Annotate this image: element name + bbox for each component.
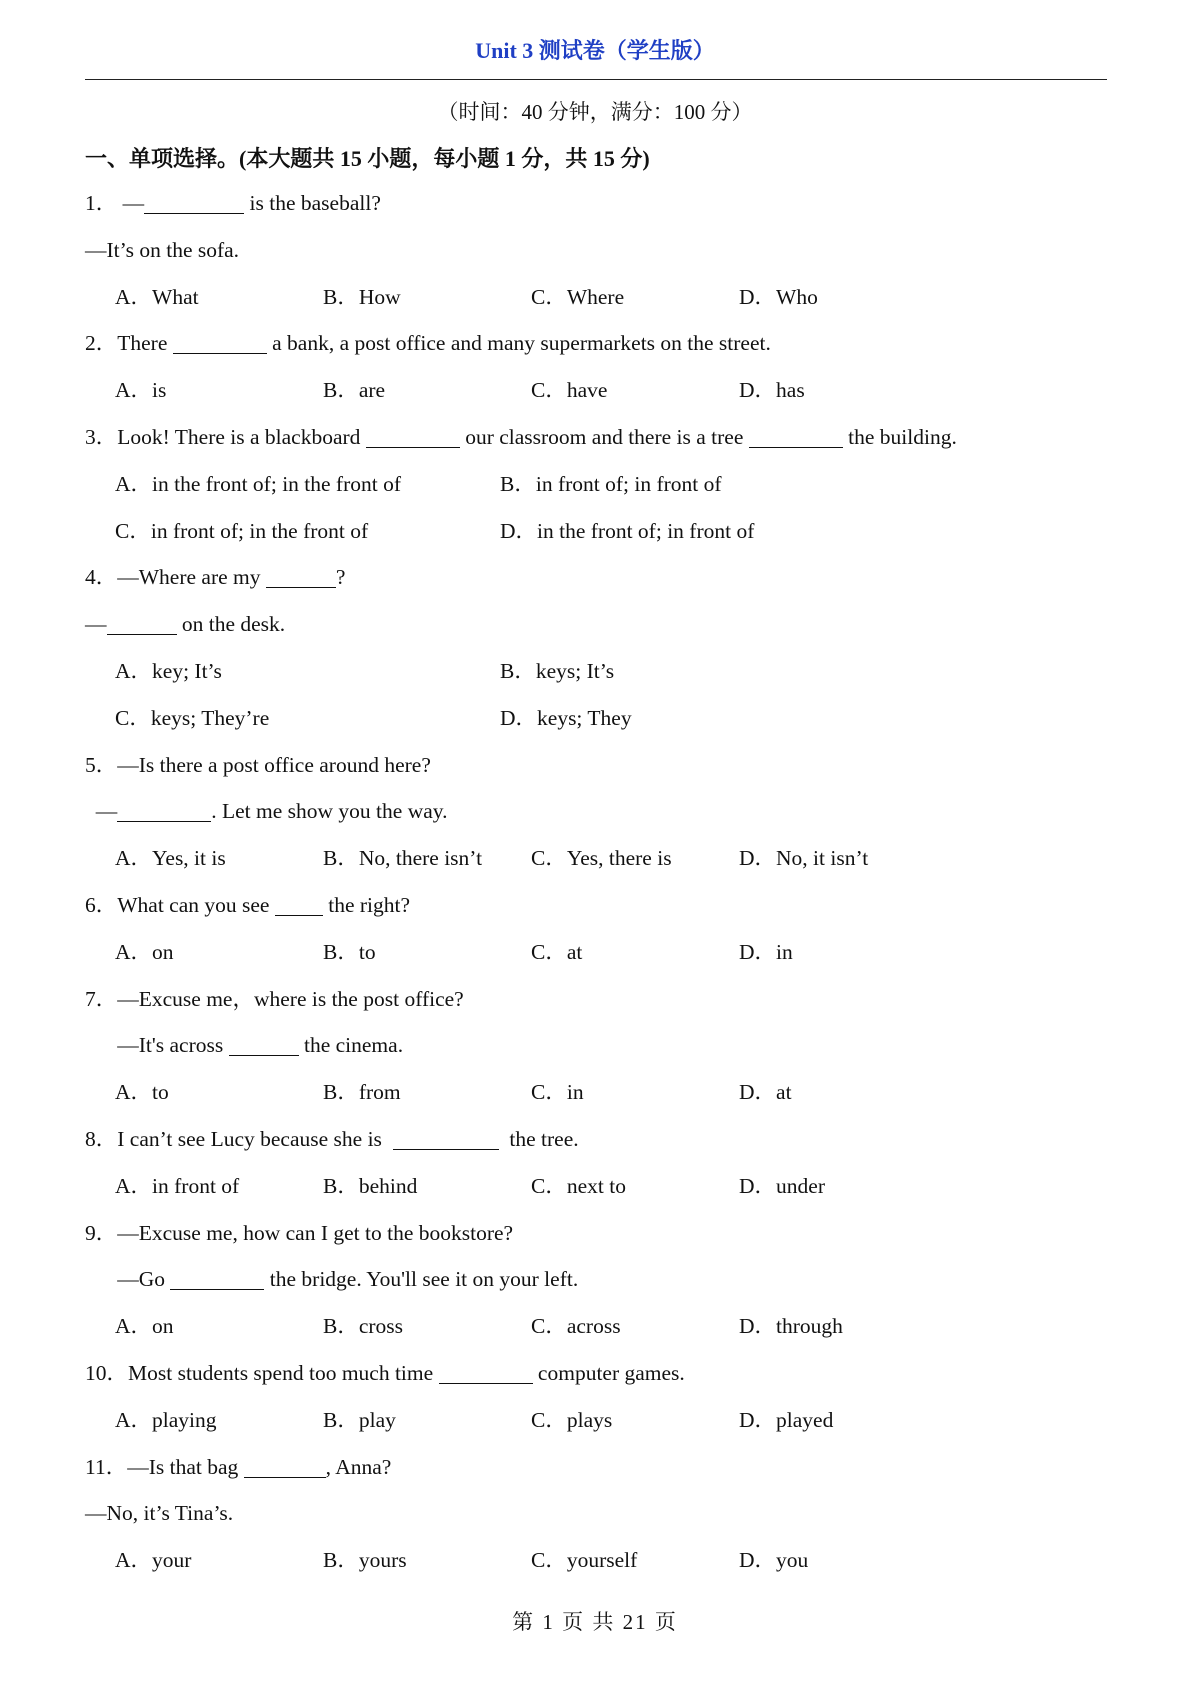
answer-blank — [275, 891, 323, 916]
answer-blank — [244, 1453, 326, 1478]
option-b: B．How — [323, 284, 401, 309]
option-a: A．playing — [115, 1407, 217, 1432]
section-title: 一、单项选择。(本大题共 15 小题，每小题 1 分，共 15 分) — [85, 146, 650, 171]
option-b: B．to — [323, 939, 376, 964]
question-list — [85, 180, 1115, 1584]
option-d: D．in the front of; in front of — [500, 518, 755, 543]
answer-blank — [117, 797, 211, 822]
option-b: B．play — [323, 1407, 396, 1432]
question-9-line-2: —Go the bridge. You'll see it on your left. — [85, 1267, 579, 1292]
option-c: C．at — [531, 939, 583, 964]
option-a: A．What — [115, 284, 199, 309]
question-9-options — [85, 1303, 1115, 1350]
page-title: Unit 3 测试卷（学生版） — [475, 38, 715, 63]
option-a: A．your — [115, 1548, 192, 1573]
question-4-line-2: — on the desk. — [85, 612, 286, 637]
question-5-line-1: 5．—Is there a post office around here? — [85, 752, 431, 777]
option-d: D．keys; They — [500, 705, 632, 730]
option-c: C．keys; They’re — [115, 705, 270, 730]
question-5-options — [85, 835, 1115, 882]
answer-blank — [107, 610, 177, 635]
question-3-line-1: 3．Look! There is a blackboard our classroom and there is a tree the building. — [85, 424, 957, 449]
question-1-options — [85, 274, 1115, 321]
option-d: D．Who — [739, 284, 818, 309]
answer-blank — [366, 423, 460, 448]
question-10-line-1: 10．Most students spend too much time computer games. — [85, 1360, 685, 1385]
option-a: A．to — [115, 1080, 169, 1105]
option-c: C．Yes, there is — [531, 846, 672, 871]
question-11-line-2: —No, it’s Tina’s. — [85, 1501, 234, 1526]
answer-blank — [170, 1265, 264, 1290]
answer-blank — [173, 329, 267, 354]
option-a: A．on — [115, 939, 174, 964]
answer-blank — [749, 423, 843, 448]
option-d: D．you — [739, 1548, 809, 1573]
option-d: D．through — [739, 1314, 843, 1339]
answer-blank — [144, 189, 244, 214]
option-d: D．No, it isn’t — [739, 846, 869, 871]
question-6-line-1: 6．What can you see the right? — [85, 892, 411, 917]
option-a: A．Yes, it is — [115, 846, 226, 871]
option-d: D．in — [739, 939, 793, 964]
question-1-line-1: 1． — is the baseball? — [85, 191, 381, 215]
answer-blank — [393, 1125, 499, 1150]
option-b: B．in front of; in front of — [500, 471, 722, 496]
question-3-options-row-1 — [85, 461, 1115, 508]
option-b: B．are — [323, 378, 386, 403]
question-7-line-1: 7．—Excuse me，where is the post office? — [85, 986, 464, 1011]
option-c: C．plays — [531, 1407, 613, 1432]
option-b: B．behind — [323, 1173, 418, 1198]
answer-blank — [439, 1359, 533, 1384]
option-d: D．played — [739, 1407, 834, 1432]
question-8-line-1: 8．I can’t see Lucy because she is the tree. — [85, 1126, 579, 1151]
question-9-line-1: 9．—Excuse me, how can I get to the bookstore? — [85, 1220, 514, 1245]
option-b: B．No, there isn’t — [323, 846, 483, 871]
option-c: C．have — [531, 378, 608, 403]
question-1-line-2: —It’s on the sofa. — [85, 237, 240, 262]
option-b: B．keys; It’s — [500, 658, 615, 683]
question-10-options — [85, 1397, 1115, 1444]
option-c: C．next to — [531, 1173, 626, 1198]
question-2-options — [85, 367, 1115, 414]
option-c: C．in — [531, 1080, 584, 1105]
question-4-options-row-1 — [85, 648, 1115, 695]
option-c: C．across — [531, 1314, 621, 1339]
answer-blank — [229, 1031, 299, 1056]
answer-blank — [266, 563, 336, 588]
time-info: （时间：40 分钟，满分：100 分） — [437, 100, 753, 124]
option-b: B．yours — [323, 1548, 407, 1573]
question-4-line-1: 4．—Where are my ? — [85, 565, 346, 590]
header-divider — [85, 79, 1107, 80]
option-d: D．at — [739, 1080, 792, 1105]
option-a: A．in the front of; in the front of — [115, 471, 402, 496]
page-footer: 第 1 页 共 21 页 — [512, 1610, 678, 1634]
question-7-line-2: —It's across the cinema. — [85, 1033, 404, 1058]
question-11-line-1: 11．—Is that bag , Anna? — [85, 1454, 392, 1479]
option-d: D．under — [739, 1173, 825, 1198]
question-8-options — [85, 1163, 1115, 1210]
option-a: A．on — [115, 1314, 174, 1339]
question-6-options — [85, 929, 1115, 976]
question-7-options — [85, 1069, 1115, 1116]
option-a: A．key; It’s — [115, 658, 222, 683]
question-2-line-1: 2．There a bank, a post office and many supermarkets on the street. — [85, 331, 771, 356]
question-11-options — [85, 1537, 1115, 1584]
question-5-line-2: — . Let me show you the way. — [85, 799, 448, 824]
option-b: B．cross — [323, 1314, 404, 1339]
question-3-options-row-2 — [85, 508, 1115, 555]
option-c: C．yourself — [531, 1548, 638, 1573]
option-a: A．in front of — [115, 1173, 240, 1198]
option-c: C．Where — [531, 284, 625, 309]
option-b: B．from — [323, 1080, 401, 1105]
question-4-options-row-2 — [85, 695, 1115, 742]
option-a: A．is — [115, 378, 167, 403]
option-c: C．in front of; in the front of — [115, 518, 369, 543]
option-d: D．has — [739, 378, 805, 403]
